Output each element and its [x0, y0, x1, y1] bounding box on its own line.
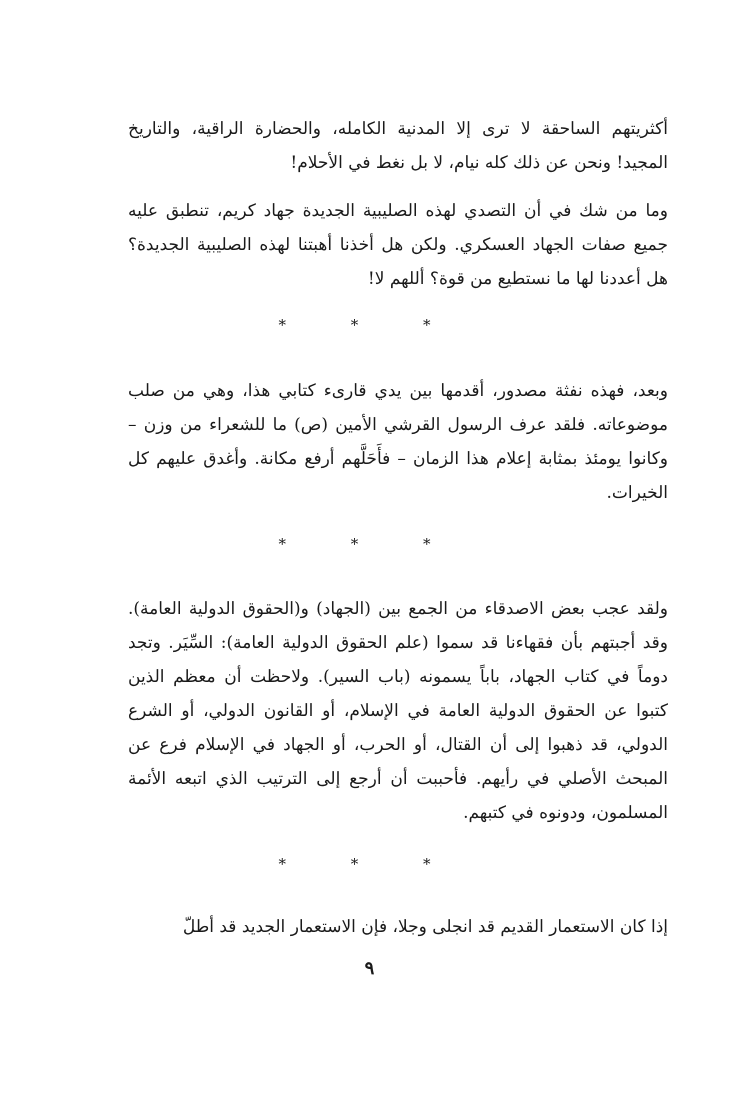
paragraph-2: وما من شك في أن التصدي لهذه الصليبية الجديدة جهاد كريم، تنطبق عليه جميع صفات الجهاد العسكري. ولكن هل أخذنا أهبتنا لهذه الصليبية الجديدة؟ هل أعددنا لها ما نستطيع من قوة؟ أللهم لا! — [128, 201, 668, 289]
paragraph-4: ولقد عجب بعض الاصدقاء من الجمع بين (الجهاد) و(الحقوق الدولية العامة). وقد أجبتهم بأن فقهاءنا قد سموا (علم الحقوق الدولية العامة): السِّيَر. وتجد دوماً في كتاب الجهاد، باباً يسمونه (باب السير). ولاحظت أن معظم الذين كتبوا عن الحقوق الدولية العامة في الإسلام، أو القانون الدولي، أو الشرع الدولي، قد ذهبوا إلى أن القتال، أو الحرب، أو الجهاد في الإسلام فرع عن المبحث الأصلي في رأيهم. فأحببت أن أرجع إلى الترتيب الذي اتبعه الأئمة المسلمون، ودونوه في كتبهم. — [128, 599, 668, 823]
paragraph-1: أكثريتهم الساحقة لا ترى إلا المدنية الكامله، والحضارة الراقية، والتاريخ المجيد! ونحن عن ذلك كله نيام، لا بل نغط في الأحلام! — [128, 119, 668, 173]
paragraph-5: إذا كان الاستعمار القديم قد انجلى وجلا، فإن الاستعمار الجديد قد أطلّ — [182, 917, 668, 937]
section-separator: * * * — [278, 316, 461, 334]
section-separator: * * * — [278, 535, 461, 553]
section-separator: * * * — [278, 855, 461, 873]
page-number: ٩ — [364, 958, 375, 979]
paragraph-3: وبعد، فهذه نفثة مصدور، أقدمها بين يدي قارىء كتابي هذا، وهي من صلب موضوعاته. فلقد عرف الرسول القرشي الأمين (ص) ما للشعراء من وزن – وكانوا يومئذ بمثابة إعلام هذا الزمان – فأَحَلَّهم أرفع مكانة. وأغدق عليهم كل الخيرات. — [128, 381, 668, 503]
